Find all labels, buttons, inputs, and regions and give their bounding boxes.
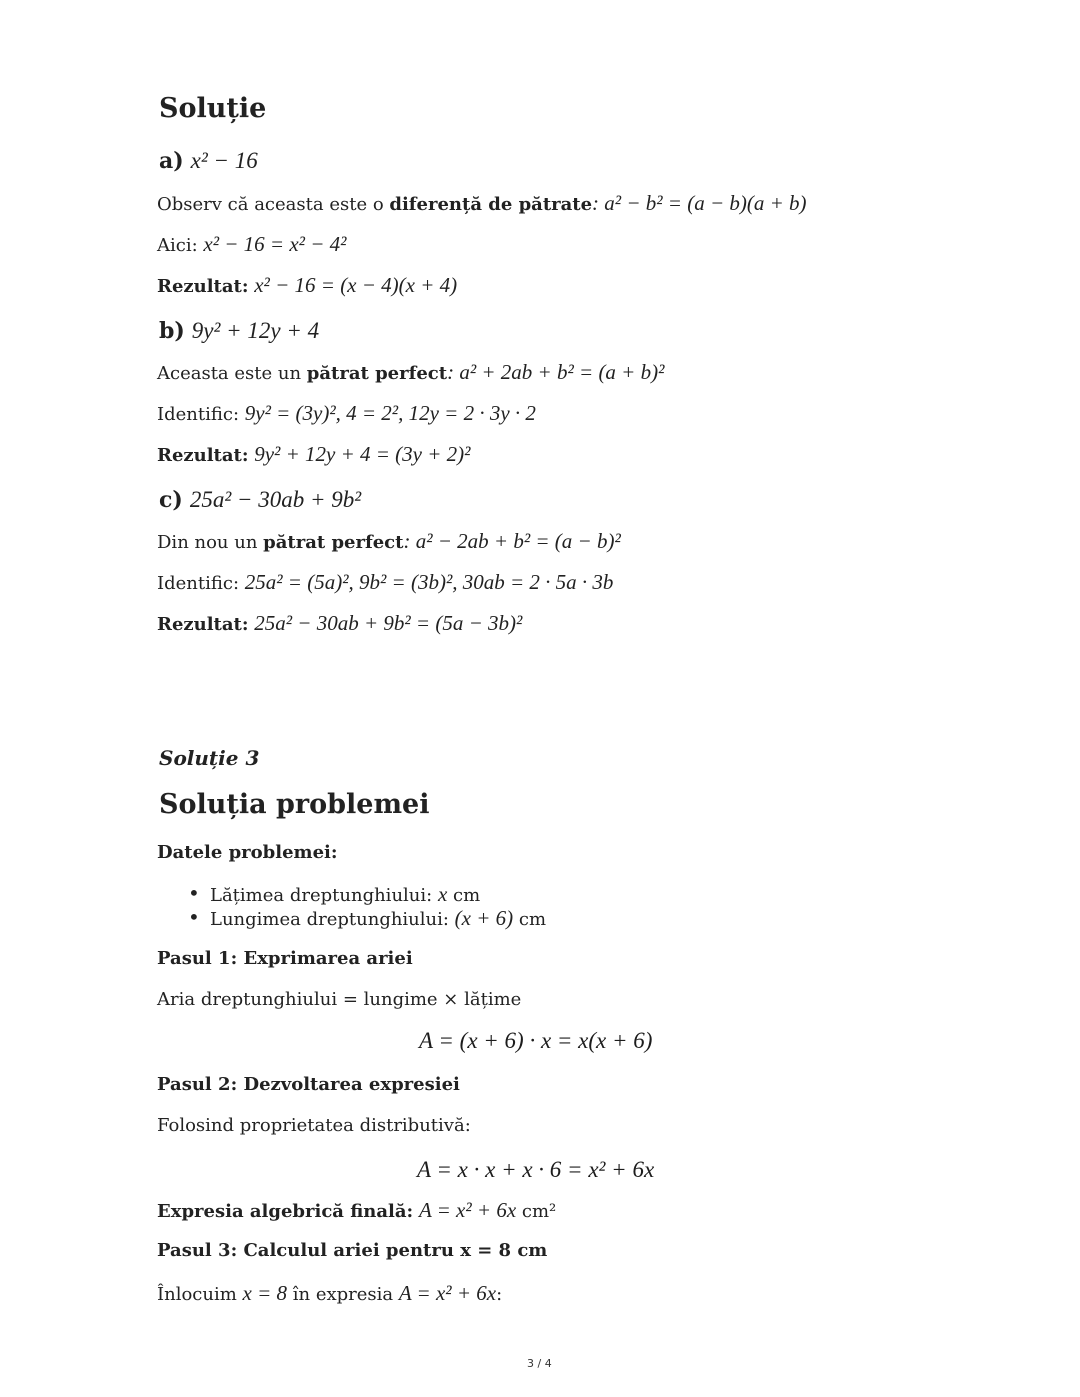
bullet-0-math: x	[437, 882, 448, 906]
part-c-result-math: 25a² − 30ab + 9b² = (5a − 3b)²	[254, 611, 523, 635]
final-expression	[157, 1198, 556, 1223]
final-expression-math: A = x² + 6x	[418, 1198, 517, 1222]
solution-3-subtitle: Soluție 3	[159, 746, 260, 770]
bullet-1-math: (x + 6)	[454, 906, 514, 930]
part-c-line1-text: Din nou un	[157, 532, 264, 553]
part-b-result-label: Rezultat:	[157, 445, 249, 466]
part-c-line1-math: : a² − 2ab + b² = (a − b)²	[403, 529, 621, 553]
part-a-line2	[157, 232, 346, 257]
step2-formula: A = x · x + x · 6 = x² + 6x	[417, 1157, 655, 1182]
step3-text-a: Înlocuim	[157, 1284, 243, 1305]
part-b-line1-text: Aceasta este un	[157, 363, 307, 384]
part-c-expr: 25a² − 30ab + 9b²	[189, 487, 362, 512]
step3-text-c: :	[496, 1284, 503, 1305]
part-b-label: b)	[159, 318, 185, 344]
part-b-line2-text: Identific:	[157, 404, 245, 425]
step1-formula: A = (x + 6) · x = x(x + 6)	[419, 1028, 653, 1053]
part-b-result	[157, 442, 470, 467]
part-c-line2-math: 25a² = (5a)², 9b² = (3b)², 30ab = 2 · 5a · 3b	[244, 570, 614, 594]
page-number: 3 / 4	[527, 1357, 552, 1370]
part-b-line1-bold: pătrat perfect	[306, 363, 448, 384]
step3-text-b: în expresia	[287, 1284, 399, 1305]
step2-text: Folosind proprietatea distributivă:	[157, 1115, 471, 1136]
part-a-line2-text: Aici:	[157, 235, 204, 256]
step1-text: Aria dreptunghiului = lungime × lățime	[157, 989, 522, 1010]
part-a-label: a)	[159, 148, 184, 174]
part-a-line1	[157, 191, 807, 216]
part-b-heading	[159, 318, 319, 344]
step3-text	[157, 1281, 502, 1306]
part-b-result-math: 9y² + 12y + 4 = (3y + 2)²	[254, 442, 471, 466]
part-c-result-label: Rezultat:	[157, 614, 249, 635]
part-c-line1	[157, 529, 621, 554]
part-b-line1-math: : a² + 2ab + b² = (a + b)²	[447, 360, 665, 384]
part-c-heading	[159, 487, 361, 513]
part-b-expr: 9y² + 12y + 4	[191, 318, 320, 343]
bullet-1-text: Lungimea dreptunghiului:	[210, 909, 455, 930]
step3-label: Pasul 3: Calculul ariei pentru x = 8 cm	[157, 1240, 548, 1261]
part-a-line1-text: Observ că aceasta este o	[157, 194, 390, 215]
bullet-0-unit: cm	[447, 885, 481, 906]
part-b-line1	[157, 360, 664, 385]
bullet-0-text: Lățimea dreptunghiului:	[210, 885, 438, 906]
part-a-result-label: Rezultat:	[157, 276, 249, 297]
final-expression-unit: cm²	[516, 1201, 557, 1222]
step3-math-a: x = 8	[242, 1281, 288, 1305]
part-b-line2	[157, 401, 536, 426]
part-a-result-math: x² − 16 = (x − 4)(x + 4)	[254, 273, 458, 297]
bullet-item	[210, 906, 546, 931]
part-a-expr: x² − 16	[190, 148, 258, 173]
part-a-heading	[159, 148, 258, 174]
step3-math-b: A = x² + 6x	[398, 1281, 497, 1305]
part-c-label: c)	[159, 487, 183, 513]
part-c-line2-text: Identific:	[157, 573, 245, 594]
part-b-line2-math: 9y² = (3y)², 4 = 2², 12y = 2 · 3y · 2	[244, 401, 536, 425]
final-expression-label: Expresia algebrică finală:	[157, 1201, 414, 1222]
step1-label: Pasul 1: Exprimarea ariei	[157, 948, 413, 969]
part-a-line1-bold: diferență de pătrate	[389, 194, 593, 215]
bullet-item	[210, 882, 480, 907]
part-a-line1-math: : a² − b² = (a − b)(a + b)	[592, 191, 807, 215]
part-a-result	[157, 273, 457, 298]
bullet-1-unit: cm	[513, 909, 547, 930]
part-a-line2-math: x² − 16 = x² − 4²	[203, 232, 347, 256]
part-c-line1-bold: pătrat perfect	[263, 532, 404, 553]
problem-solution-title: Soluția problemei	[159, 789, 430, 820]
problem-data-label: Datele problemei:	[157, 842, 338, 863]
part-c-result	[157, 611, 522, 636]
step2-label: Pasul 2: Dezvoltarea expresiei	[157, 1074, 460, 1095]
section-title: Soluție	[159, 93, 267, 124]
part-c-line2	[157, 570, 613, 595]
